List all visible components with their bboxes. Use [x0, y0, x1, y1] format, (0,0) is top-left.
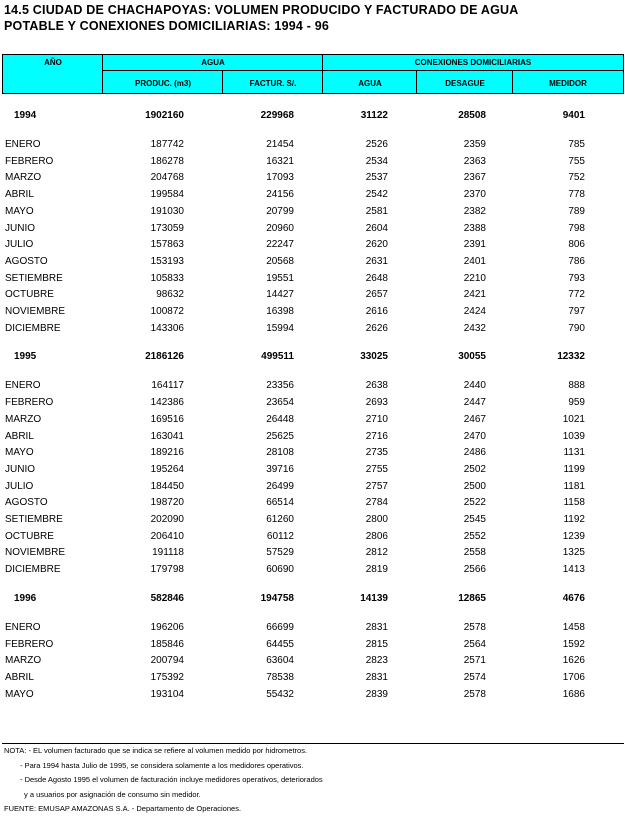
medidor-value: 1181: [563, 480, 585, 492]
factur-value: 66514: [266, 497, 294, 509]
agua-value: 2657: [365, 289, 388, 301]
agua-value: 2581: [365, 205, 388, 217]
produc-value: 196206: [150, 621, 184, 633]
header-divider: [512, 71, 513, 93]
factur-value: 16321: [266, 155, 294, 167]
agua-value: 2735: [365, 447, 388, 459]
table-row: [0, 529, 625, 545]
factur-value: 17093: [266, 172, 294, 184]
note-2: - Para 1994 hasta Julio de 1995, se considera solamente a los medidores operativos.: [20, 760, 304, 770]
month-label: MARZO: [5, 172, 42, 184]
agua-value: 2648: [365, 272, 388, 284]
header-divider: [102, 55, 103, 93]
table-row: [0, 562, 625, 578]
medidor-value: 752: [568, 172, 585, 184]
factur-value: 194758: [260, 592, 294, 604]
desague-value: 2467: [463, 413, 486, 425]
produc-value: 204768: [150, 172, 184, 184]
agua-value: 2831: [365, 671, 388, 683]
table-row: [0, 204, 625, 220]
table-row: [0, 187, 625, 203]
year-total-row: [0, 591, 625, 607]
factur-value: 26499: [266, 480, 294, 492]
note-3: - Desde Agosto 1995 el volumen de facturación incluye medidores operativos, deteriorados: [20, 775, 323, 784]
desague-value: 2367: [463, 172, 486, 184]
agua-value: 14139: [360, 592, 388, 604]
month-label: SETIEMBRE: [5, 272, 63, 284]
factur-value: 499511: [261, 351, 294, 363]
table-row: [0, 395, 625, 411]
month-label: AGOSTO: [5, 497, 48, 509]
table-row: [0, 237, 625, 253]
desague-value: 2363: [463, 155, 486, 167]
factur-value: 21454: [266, 139, 294, 150]
table-row: [0, 287, 625, 303]
produc-value: 193104: [150, 688, 184, 700]
factur-value: 23356: [266, 380, 294, 392]
month-label: ENERO: [5, 621, 41, 633]
produc-value: 191030: [150, 205, 184, 217]
table-row: [0, 637, 625, 653]
desague-value: 2210: [463, 272, 486, 284]
agua-value: 2806: [365, 530, 388, 542]
desague-value: 2558: [463, 547, 486, 559]
factur-value: 23654: [266, 397, 294, 409]
month-label: MAYO: [5, 447, 34, 459]
produc-value: 100872: [150, 306, 184, 317]
desague-value: 2382: [463, 205, 486, 217]
desague-value: 2566: [463, 564, 486, 576]
produc-value: 143306: [150, 322, 184, 334]
agua-value: 2716: [365, 430, 388, 442]
factur-value: 15994: [266, 322, 294, 334]
produc-value: 153193: [150, 255, 184, 267]
medidor-value: 1686: [562, 688, 585, 700]
month-label: FEBRERO: [5, 638, 54, 650]
medidor-value: 786: [568, 255, 585, 267]
month-label: NOVIEMBRE: [5, 306, 66, 317]
table-row: [0, 321, 625, 337]
header-desague: DESAGUE: [445, 79, 485, 88]
medidor-value: 1158: [563, 497, 585, 509]
header-divider: [102, 70, 623, 71]
agua-value: 31122: [360, 110, 388, 121]
factur-value: 61260: [266, 514, 294, 525]
month-label: JULIO: [5, 239, 34, 251]
table-row: [0, 254, 625, 270]
medidor-value: 789: [568, 205, 585, 217]
produc-value: 184450: [150, 480, 184, 492]
factur-value: 20799: [266, 205, 294, 217]
table-row: [0, 479, 625, 495]
medidor-value: 4676: [562, 592, 585, 604]
note-4: y a usuarios por asignación de consumo sin medidor.: [24, 789, 201, 799]
desague-value: 2391: [463, 239, 486, 251]
medidor-value: 1458: [562, 621, 585, 633]
medidor-value: 1413: [562, 564, 585, 576]
factur-value: 78538: [266, 671, 294, 683]
factur-value: 39716: [266, 463, 294, 475]
agua-value: 2693: [365, 397, 388, 409]
desague-value: 28508: [458, 110, 486, 121]
desague-value: 2502: [463, 463, 486, 475]
table-row: [0, 154, 625, 170]
factur-value: 26448: [266, 413, 294, 425]
produc-value: 98632: [156, 289, 184, 301]
medidor-value: 1592: [562, 638, 585, 650]
agua-value: 2812: [365, 547, 388, 559]
desague-value: 2470: [463, 430, 486, 442]
agua-value: 2537: [365, 172, 388, 184]
agua-value: 2831: [365, 621, 388, 633]
agua-value: 2710: [365, 413, 388, 425]
desague-value: 2424: [463, 306, 486, 317]
produc-value: 200794: [150, 655, 184, 667]
month-label: FEBRERO: [5, 155, 54, 167]
medidor-value: 793: [568, 272, 585, 284]
table-row: [0, 304, 625, 320]
produc-value: 163041: [150, 430, 184, 442]
medidor-value: 778: [568, 189, 585, 201]
medidor-value: 785: [568, 139, 585, 150]
medidor-value: 959: [568, 397, 585, 409]
header-factur: FACTUR. S/.: [249, 79, 297, 88]
agua-value: 2839: [365, 688, 388, 700]
produc-value: 186278: [150, 155, 184, 167]
month-label: OCTUBRE: [5, 530, 54, 542]
produc-value: 1902160: [145, 110, 184, 121]
desague-value: 2571: [463, 655, 486, 667]
factur-value: 60690: [266, 564, 294, 576]
medidor-value: 798: [568, 222, 585, 234]
table-row: [0, 620, 625, 636]
factur-value: 28108: [266, 447, 294, 459]
factur-value: 63604: [266, 655, 294, 667]
table-row: [0, 378, 625, 394]
notes: [4, 744, 323, 817]
medidor-value: 12332: [557, 351, 585, 363]
table-row: [0, 170, 625, 186]
produc-value: 199584: [150, 189, 184, 201]
table-row: [0, 137, 625, 153]
factur-value: 14427: [266, 289, 294, 301]
month-label: JUNIO: [5, 222, 35, 234]
medidor-value: 790: [568, 322, 585, 334]
month-label: SETIEMBRE: [5, 514, 63, 525]
produc-value: 202090: [150, 514, 184, 525]
table-row: [0, 653, 625, 669]
desague-value: 2500: [463, 480, 486, 492]
agua-value: 2800: [365, 514, 388, 525]
produc-value: 173059: [150, 222, 184, 234]
month-label: DICIEMBRE: [5, 322, 61, 334]
medidor-value: 797: [568, 306, 585, 317]
factur-value: 25625: [266, 430, 294, 442]
produc-value: 189216: [150, 447, 184, 459]
month-label: ABRIL: [5, 189, 34, 201]
desague-value: 2440: [463, 380, 486, 392]
produc-value: 175392: [150, 671, 184, 683]
medidor-value: 888: [568, 380, 585, 392]
month-label: ABRIL: [5, 430, 34, 442]
produc-value: 198720: [150, 497, 184, 509]
agua-value: 2604: [365, 222, 388, 234]
agua-value: 2526: [365, 139, 388, 150]
desague-value: 2564: [463, 638, 486, 650]
table-row: [0, 545, 625, 561]
month-label: JULIO: [5, 480, 34, 492]
medidor-value: 1192: [563, 514, 585, 525]
month-label: FEBRERO: [5, 397, 54, 409]
produc-value: 187742: [150, 139, 184, 150]
table-row: [0, 512, 625, 528]
month-label: NOVIEMBRE: [5, 547, 66, 559]
month-label: JUNIO: [5, 463, 35, 475]
header-conexiones-group: CONEXIONES DOMICILIARIAS: [414, 58, 532, 67]
desague-value: 2421: [463, 289, 486, 301]
table-row: [0, 495, 625, 511]
desague-value: 2370: [463, 189, 486, 201]
year-label: 1994: [14, 110, 37, 121]
medidor-value: 755: [568, 155, 585, 167]
factur-value: 55432: [266, 688, 294, 700]
medidor-value: 1199: [563, 463, 585, 475]
month-label: ENERO: [5, 139, 41, 150]
medidor-value: 1039: [562, 430, 585, 442]
factur-value: 24156: [266, 189, 294, 201]
source-note: FUENTE: EMUSAP AMAZONAS S.A. - Departamento de Operaciones.: [4, 804, 242, 813]
year-label: 1995: [14, 351, 37, 363]
factur-value: 64455: [266, 638, 294, 650]
medidor-value: 1021: [562, 413, 585, 425]
produc-value: 105833: [150, 272, 184, 284]
year-total-row: [0, 349, 625, 365]
header-divider: [222, 71, 223, 93]
medidor-value: 1239: [562, 530, 585, 542]
note-1: NOTA: - EL volumen facturado que se indica se refiere al volumen medido por hidrometros.: [4, 746, 308, 755]
produc-value: 582846: [150, 592, 184, 604]
month-label: AGOSTO: [5, 255, 48, 267]
agua-value: 2534: [365, 155, 388, 167]
produc-value: 2186126: [145, 351, 184, 363]
desague-value: 2359: [463, 139, 486, 150]
agua-value: 2757: [365, 480, 388, 492]
year-label: 1996: [14, 592, 37, 604]
table-row: [0, 670, 625, 686]
produc-value: 195264: [150, 463, 184, 475]
table-row: [0, 221, 625, 237]
agua-value: 2616: [365, 306, 388, 317]
agua-value: 2823: [365, 655, 388, 667]
desague-value: 2578: [463, 688, 486, 700]
medidor-value: 1706: [562, 671, 585, 683]
factur-value: 20568: [266, 255, 294, 267]
agua-value: 2755: [365, 463, 388, 475]
header-agua: AGUA: [358, 79, 382, 88]
table-header: [2, 54, 624, 94]
desague-value: 2522: [463, 497, 486, 509]
month-label: MARZO: [5, 413, 42, 425]
header-divider: [322, 55, 323, 93]
table-row: [0, 412, 625, 428]
factur-value: 66699: [266, 621, 294, 633]
title-line-1: 14.5 CIUDAD DE CHACHAPOYAS: VOLUMEN PRODUCIDO Y FACTURADO DE AGUA: [4, 3, 519, 17]
desague-value: 2545: [463, 514, 486, 525]
factur-value: 229968: [260, 110, 294, 121]
desague-value: 2388: [463, 222, 486, 234]
agua-value: 2638: [365, 380, 388, 392]
desague-value: 2552: [463, 530, 486, 542]
agua-value: 2631: [365, 255, 388, 267]
factur-value: 57529: [266, 547, 294, 559]
table-row: [0, 445, 625, 461]
desague-value: 2578: [463, 621, 486, 633]
table-title: [4, 2, 518, 34]
header-divider: [416, 71, 417, 93]
factur-value: 16398: [266, 306, 294, 317]
header-produc: PRODUC. (m3): [134, 79, 191, 88]
medidor-value: 772: [568, 289, 585, 301]
month-label: MAYO: [5, 205, 34, 217]
agua-value: 33025: [360, 351, 388, 363]
month-label: MAYO: [5, 688, 34, 700]
month-label: OCTUBRE: [5, 289, 54, 301]
month-label: DICIEMBRE: [5, 564, 61, 576]
table-row: [0, 271, 625, 287]
medidor-value: 1325: [562, 547, 585, 559]
agua-value: 2815: [365, 638, 388, 650]
desague-value: 2432: [463, 322, 486, 334]
factur-value: 19551: [266, 272, 294, 284]
month-label: ABRIL: [5, 671, 34, 683]
month-label: ENERO: [5, 380, 41, 392]
table-row: [0, 687, 625, 703]
desague-value: 2447: [463, 397, 486, 409]
table-row: [0, 462, 625, 478]
produc-value: 185846: [150, 638, 184, 650]
table-row: [0, 429, 625, 445]
medidor-value: 9401: [562, 110, 585, 121]
desague-value: 2574: [463, 671, 486, 683]
desague-value: 2486: [463, 447, 486, 459]
produc-value: 191118: [152, 547, 184, 559]
month-label: MARZO: [5, 655, 42, 667]
produc-value: 179798: [150, 564, 184, 576]
agua-value: 2626: [365, 322, 388, 334]
desague-value: 12865: [458, 592, 486, 604]
header-agua-group: AGUA: [201, 58, 225, 67]
desague-value: 30055: [458, 351, 486, 363]
produc-value: 164117: [151, 380, 184, 392]
medidor-value: 1626: [562, 655, 585, 667]
agua-value: 2620: [365, 239, 388, 251]
factur-value: 60112: [266, 530, 294, 542]
produc-value: 169516: [150, 413, 184, 425]
factur-value: 20960: [266, 222, 294, 234]
produc-value: 142386: [150, 397, 184, 409]
title-line-2: POTABLE Y CONEXIONES DOMICILIARIAS: 1994 - 96: [4, 19, 330, 33]
header-year: AÑO: [44, 58, 62, 67]
medidor-value: 1131: [563, 447, 585, 459]
factur-value: 22247: [266, 239, 294, 251]
year-total-row: [0, 108, 625, 124]
agua-value: 2542: [365, 189, 388, 201]
medidor-value: 806: [568, 239, 585, 251]
agua-value: 2784: [365, 497, 388, 509]
produc-value: 157863: [150, 239, 184, 251]
header-medidor: MEDIDOR: [549, 79, 587, 88]
agua-value: 2819: [365, 564, 388, 576]
produc-value: 206410: [150, 530, 184, 542]
desague-value: 2401: [463, 255, 486, 267]
